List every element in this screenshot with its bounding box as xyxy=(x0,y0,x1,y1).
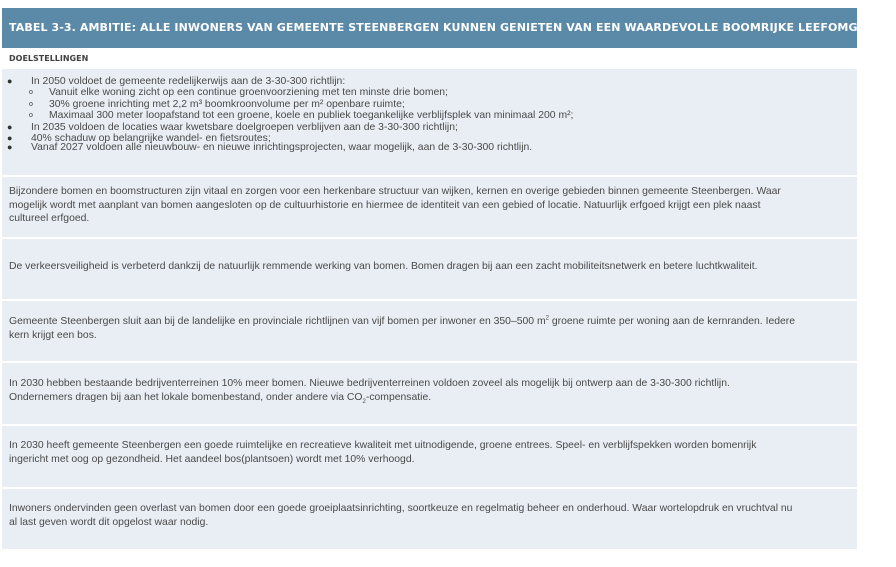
bullet-icon: ● xyxy=(7,132,13,143)
goal-item: ● 40% schaduw op belangrijke wandel- en fietsroutes; xyxy=(7,132,271,144)
goal-item: ● In 2035 voldoen de locaties waar kwetsbare doelgroepen verblijven aan de 3-30-300 richtlijn; xyxy=(7,121,458,133)
goal-subitem: o 30% groene inrichting met 2,2 m³ boomkroonvolume per m² openbare ruimte; xyxy=(29,98,405,110)
goal-subitem: o Maximaal 300 meter loopafstand tot een groene, koele en publiek toegankelijke verblijfsplek van minimaal 200 m²; xyxy=(29,110,574,122)
goal-row: In 2030 heeft gemeente Steenbergen een goede ruimtelijke en recreatieve kwaliteit met uitnodigende, groene entrees. Speel- en verblijfspekken worden bomenrijk ingericht met oog op gezondheid. Het aandeel bos(plantsoen) wordt met 10% verhoogd. xyxy=(2,426,857,487)
goal-item: ● In 2050 voldoet de gemeente redelijkerwijs aan de 3-30-300 richtlijn: xyxy=(7,76,346,87)
goal-row: Bijzondere bomen en boomstructuren zijn vitaal en zorgen voor een herkenbare structuur van wijken, kernen en overige gebieden binnen gemeente Steenbergen. Waar mogelijk wordt met aanplant van bomen aangesloten op de cultuurhistorie en hiermee de identiteit van een gebied of locatie. Natuurlijk erfgoed krijgt een plek naast cultureel erfgoed. xyxy=(2,177,857,237)
circle-bullet-icon: o xyxy=(29,100,33,108)
table-title: TABEL 3-3. AMBITIE: ALLE INWONERS VAN GEMEENTE STEENBERGEN KUNNEN GENIETEN VAN EEN WAARDEVOLLE BOOMRIJKE LEEFOMGEVING xyxy=(2,8,857,48)
bullet-icon: ● xyxy=(7,141,13,152)
goal-row: In 2030 hebben bestaande bedrijventerreinen 10% meer bomen. Nieuwe bedrijventerreinen voldoen zoveel als mogelijk bij ontwerp aan de 3-30-300 richtlijn. Ondernemers dragen bij aan het lokale bomenbestand, onder andere via $CO_2$-compensatie. xyxy=(2,363,857,424)
goal-row: Inwoners ondervinden geen overlast van bomen door een goede groeiplaatsinrichting, soortkeuze en regelmatig beheer en onderhoud. Waar wortelopdruk en vruchtval nu al last geven wordt dit opgelost waar nodig. xyxy=(2,489,857,549)
goal-row: Gemeente Steenbergen sluit aan bij de landelijke en provinciale richtlijnen van vijf bomen per inwoner en 350–500 $m^2$ groene ruimte per woning aan de kernranden. Iedere kern krijgt een bos. xyxy=(2,301,857,361)
section-heading: DOELSTELLINGEN xyxy=(2,48,857,69)
bullet-icon: ● xyxy=(7,121,13,132)
goals-list xyxy=(9,76,851,153)
goal-item: ● Vanaf 2027 voldoen alle nieuwbouw- en nieuwe inrichtingsprojecten, waar mogelijk, aan de 3-30-300 richtlijn. xyxy=(7,141,533,153)
bullet-icon: ● xyxy=(7,76,13,86)
circle-bullet-icon: o xyxy=(29,112,33,120)
goals-cell xyxy=(2,69,857,175)
goal-row: De verkeersveiligheid is verbeterd dankzij de natuurlijk remmende werking van bomen. Bomen dragen bij aan een zacht mobiliteitsnetwerk en betere luchtkwaliteit. xyxy=(2,239,857,299)
goal-subitem: o Vanuit elke woning zicht op een continue groenvoorziening met ten minste drie bomen; xyxy=(29,87,448,99)
ambition-table xyxy=(2,8,896,551)
circle-bullet-icon: o xyxy=(29,89,33,97)
